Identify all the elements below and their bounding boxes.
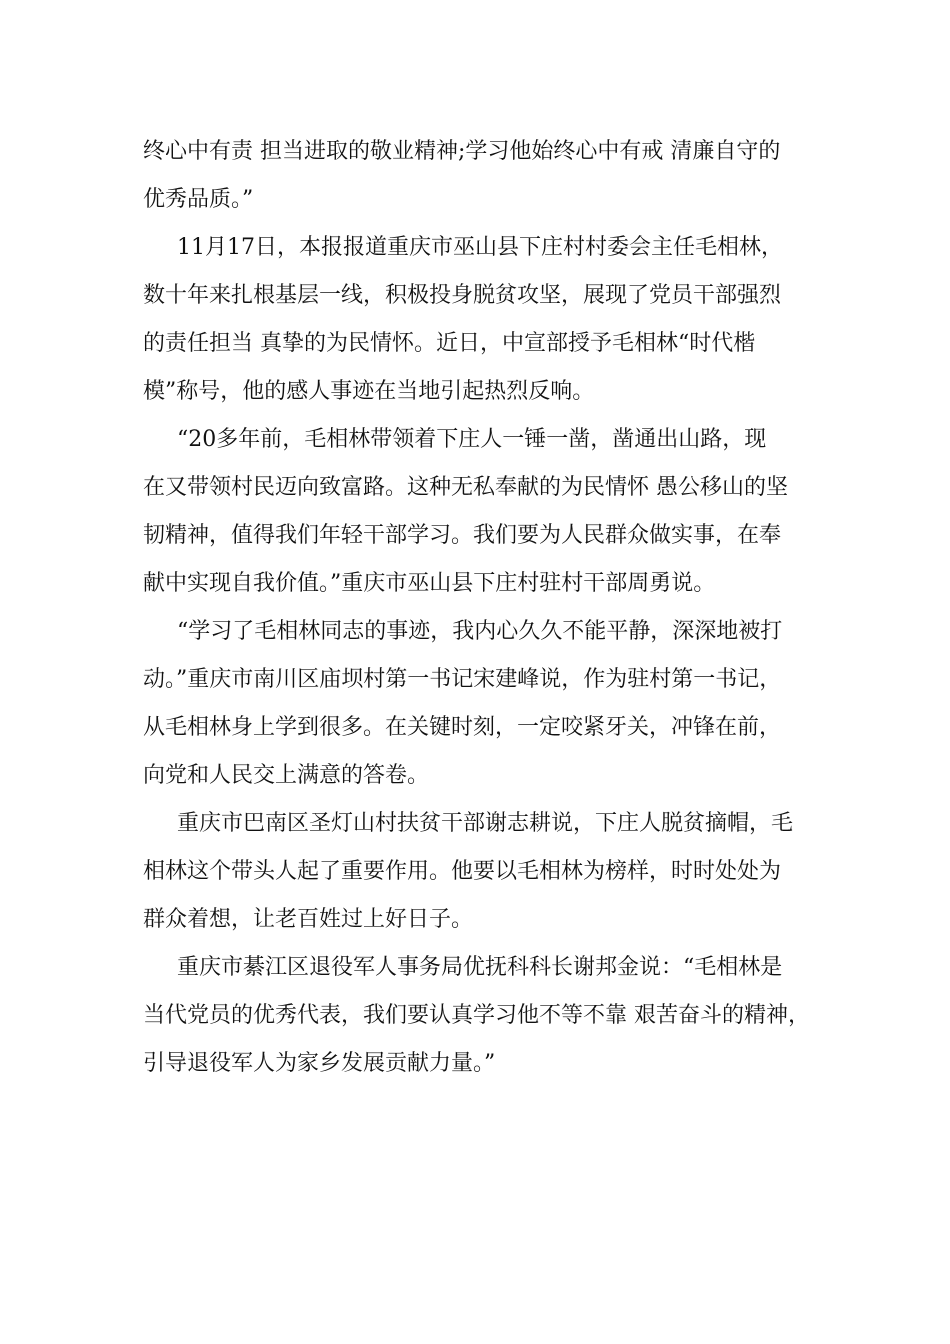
text-line: 优秀品质。”	[143, 187, 254, 212]
text-line: 在又带领村民迈向致富路。这种无私奉献的为民情怀 愚公移山的坚	[143, 475, 788, 500]
text-line: 向党和人民交上满意的答卷。	[143, 763, 430, 788]
text-line: 群众着想，让老百姓过上好日子。	[143, 907, 474, 932]
text-line: 韧精神，值得我们年轻干部学习。我们要为人民群众做实事，在奉	[143, 523, 782, 548]
text-line: 的责任担当 真挚的为民情怀。近日，中宣部授予毛相林“时代楷	[143, 331, 756, 356]
paragraph-start-line: “学习了毛相林同志的事迹，我内心久久不能平静，深深地被打	[177, 619, 783, 644]
text-line: 当代党员的优秀代表，我们要认真学习他不等不靠 艰苦奋斗的精神，	[143, 1003, 810, 1028]
text-line: 动。”重庆市南川区庙坝村第一书记宋建峰说，作为驻村第一书记，	[143, 667, 782, 692]
text-line: 献中实现自我价值。”重庆市巫山县下庄村驻村干部周勇说。	[143, 571, 716, 596]
paragraph-start-line: 重庆市綦江区退役军人事务局优抚科科长谢邦金说：“毛相林是	[177, 955, 783, 980]
paragraph-start-line: 11月17日，本报报道重庆市巫山县下庄村村委会主任毛相林，	[177, 235, 783, 260]
text-line: 引导退役军人为家乡发展贡献力量。”	[143, 1051, 496, 1076]
text-line: 相林这个带头人起了重要作用。他要以毛相林为榜样，时时处处为	[143, 859, 782, 884]
text-line: 从毛相林身上学到很多。在关键时刻，一定咬紧牙关，冲锋在前，	[143, 715, 782, 740]
article-body	[143, 128, 823, 1088]
text-line: 终心中有责 担当进取的敬业精神;学习他始终心中有戒 清廉自守的	[143, 139, 781, 164]
paragraph-start-line: “20多年前，毛相林带领着下庄人一锤一凿，凿通出山路，现	[177, 427, 767, 452]
paragraph-start-line: 重庆市巴南区圣灯山村扶贫干部谢志耕说，下庄人脱贫摘帽，毛	[177, 811, 794, 836]
text-line: 数十年来扎根基层一线，积极投身脱贫攻坚，展现了党员干部强烈	[143, 283, 782, 308]
text-line: 模”称号，他的感人事迹在当地引起热烈反响。	[143, 379, 595, 404]
